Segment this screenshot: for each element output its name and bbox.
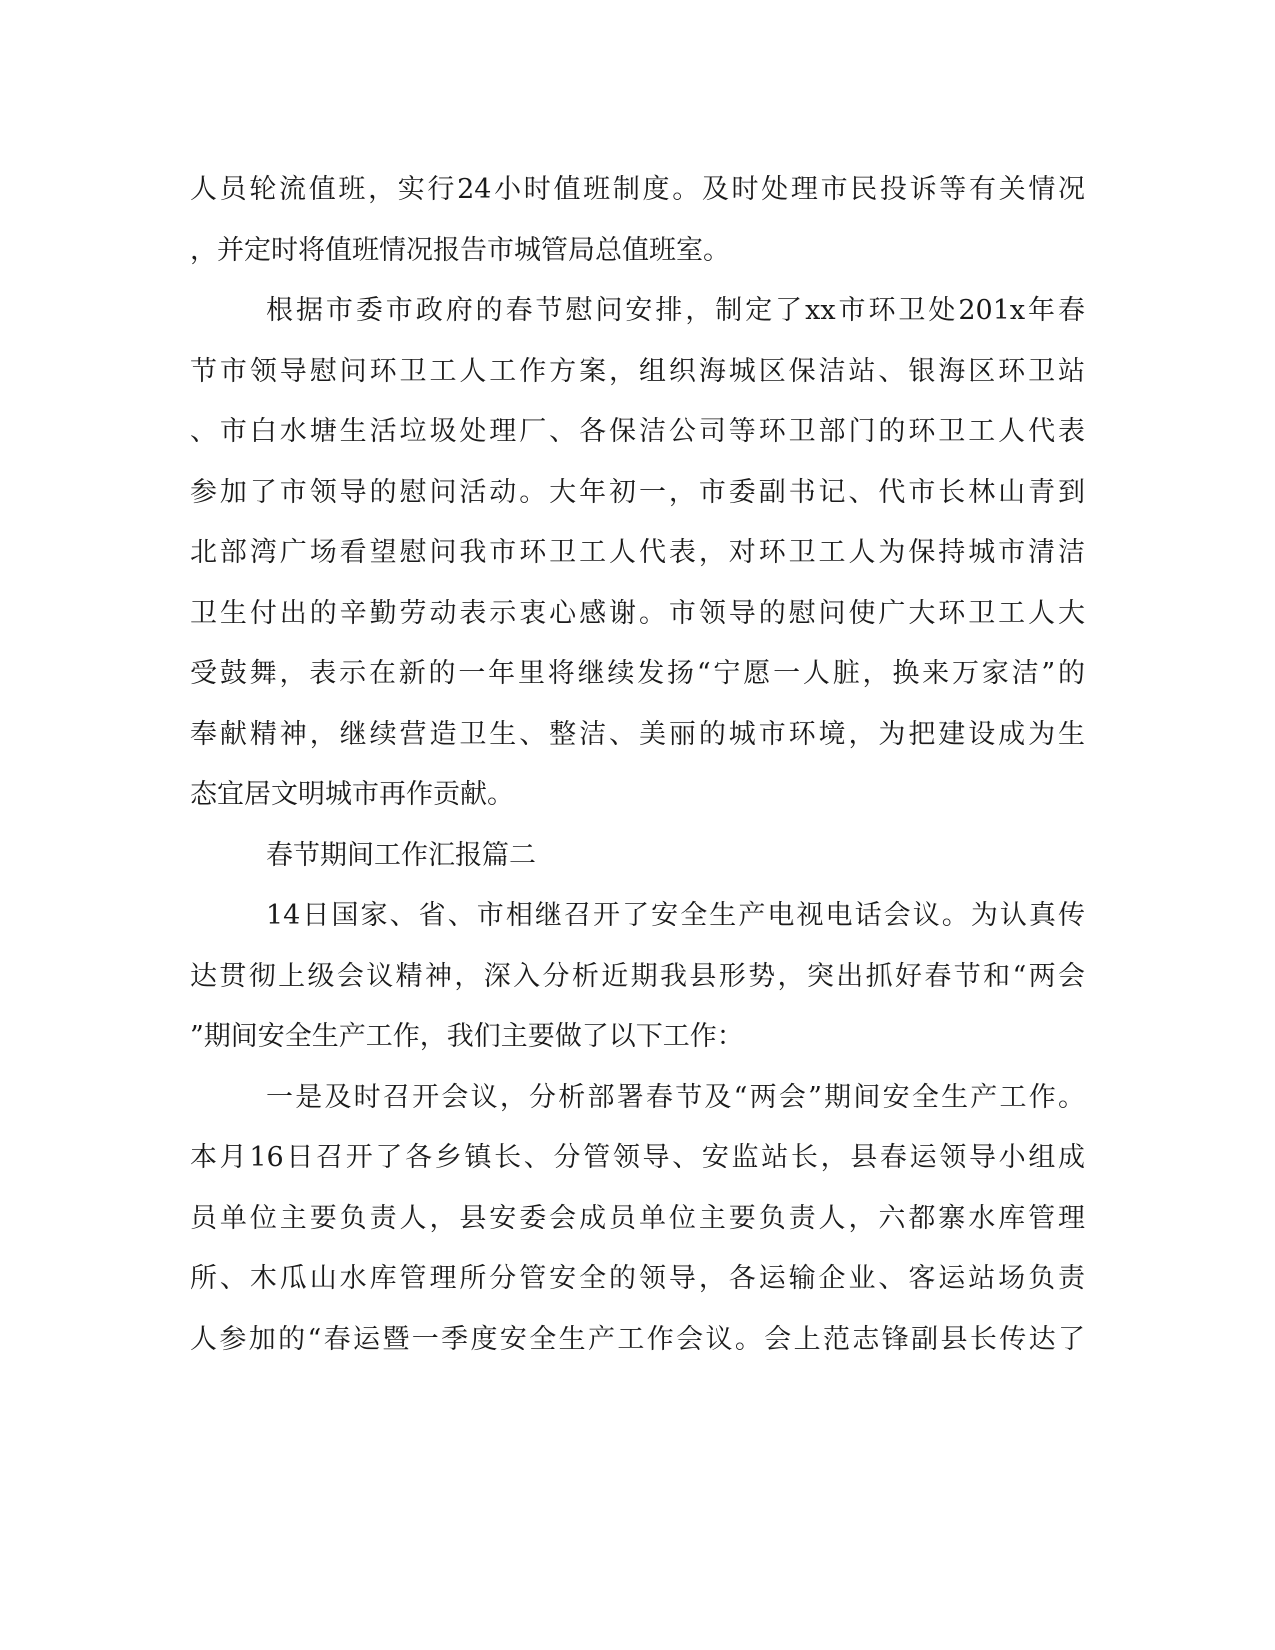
paragraph-line: ，并定时将值班情况报告市城管局总值班室。 xyxy=(190,234,730,266)
paragraph-line: 参加了市领导的慰问活动。大年初一，市委副书记、代市长林山青到 xyxy=(190,476,1085,508)
paragraph-line: 员单位主要负责人，县安委会成员单位主要负责人，六都寨水库管理 xyxy=(190,1202,1085,1234)
paragraph-line: 人参加的“春运暨一季度安全生产工作会议。会上范志锋副县长传达了 xyxy=(190,1323,1085,1355)
paragraph-line: 卫生付出的辛勤劳动表示衷心感谢。市领导的慰问使广大环卫工人大 xyxy=(190,597,1085,629)
paragraph-line: 节市领导慰问环卫工人工作方案，组织海城区保洁站、银海区环卫站 xyxy=(190,355,1085,387)
paragraph-line: 奉献精神，继续营造卫生、整洁、美丽的城市环境，为把建设成为生 xyxy=(190,718,1085,750)
paragraph-line: 所、木瓜山水库管理所分管安全的领导，各运输企业、客运站场负责 xyxy=(190,1263,1085,1294)
paragraph-line: 达贯彻上级会议精神，深入分析近期我县形势，突出抓好春节和“两会 xyxy=(190,960,1085,992)
section-heading: 春节期间工作汇报篇二 xyxy=(266,839,536,871)
document-body xyxy=(190,160,1085,1370)
paragraph-line: 北部湾广场看望慰问我市环卫工人代表，对环卫工人为保持城市清洁 xyxy=(190,537,1085,568)
paragraph-line: 、市白水塘生活垃圾处理厂、各保洁公司等环卫部门的环卫工人代表 xyxy=(190,416,1085,447)
paragraph-line: 14日国家、省、市相继召开了安全生产电视电话会议。为认真传 xyxy=(266,900,1085,931)
paragraph-line: 根据市委市政府的春节慰问安排，制定了xx市环卫处201x年春 xyxy=(266,295,1085,326)
paragraph-line: 本月16日召开了各乡镇长、分管领导、安监站长，县春运领导小组成 xyxy=(190,1142,1085,1173)
paragraph-line: 一是及时召开会议，分析部署春节及“两会”期间安全生产工作。 xyxy=(266,1081,1085,1113)
paragraph-line: 态宜居文明城市再作贡献。 xyxy=(190,779,514,810)
paragraph-line: 人员轮流值班，实行24小时值班制度。及时处理市民投诉等有关情况 xyxy=(190,174,1085,205)
paragraph-line: 受鼓舞，表示在新的一年里将继续发扬“宁愿一人脏，换来万家洁”的 xyxy=(190,658,1085,689)
paragraph-line: ”期间安全生产工作，我们主要做了以下工作： xyxy=(190,1021,744,1052)
